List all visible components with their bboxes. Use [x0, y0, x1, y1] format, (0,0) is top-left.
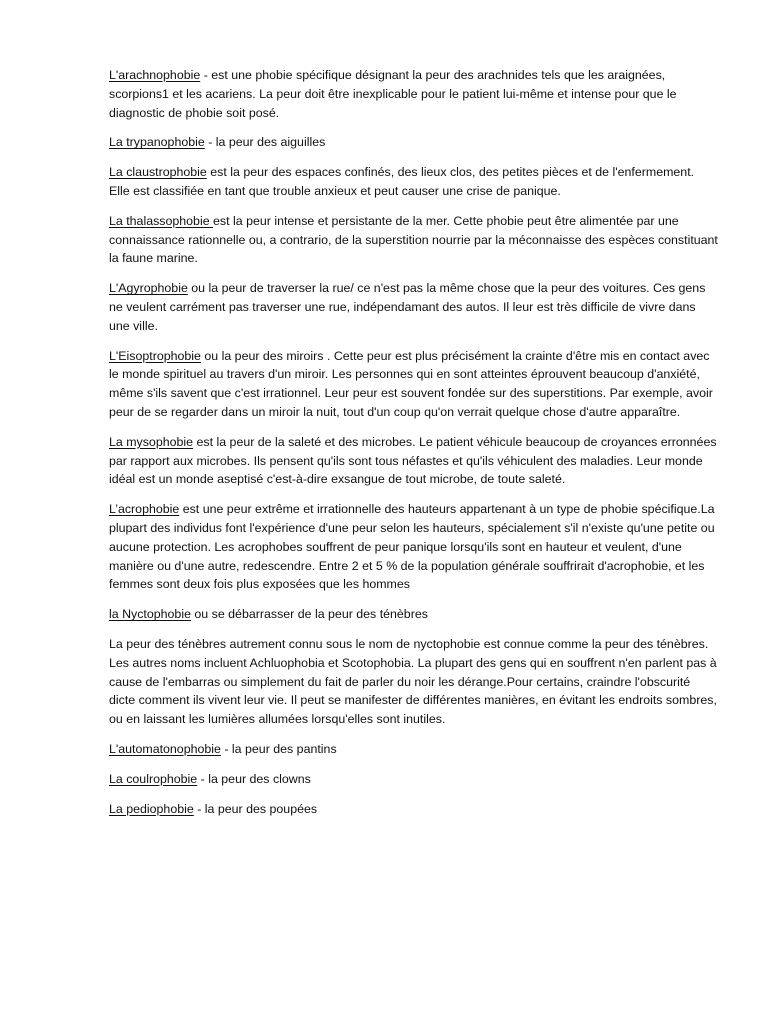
term-heading: La pediophobie: [109, 801, 194, 816]
term-heading: La trypanophobie: [109, 135, 205, 150]
paragraph-coulrophobie: [109, 770, 718, 789]
paragraph-nyctophobie-heading: [109, 605, 718, 624]
paragraph-text: ou la peur de traverser la rue/ ce n'est pas la même chose que la peur des voitures. Ces gens ne veulent carrément pas traverser une rue, indépendamant des autos. Il leur est très difficile de vivre dans une ville.: [109, 281, 706, 333]
term-heading: La claustrophobie: [109, 165, 207, 180]
paragraph-claustrophobie: [109, 163, 718, 201]
paragraph-text: - la peur des clowns: [197, 771, 311, 786]
term-heading: La mysophobie: [109, 434, 194, 449]
paragraph-text: ou se débarrasser de la peur des ténèbres: [190, 607, 428, 622]
paragraph-text: est la peur des espaces confinés, des lieux clos, des petites pièces et de l'enfermement. Elle est classifiée en tant que trouble anxieux et peut causer une crise de panique.: [109, 165, 695, 198]
term-heading: L'Eisoptrophobie: [109, 348, 201, 363]
paragraph-automatonophobie: [109, 740, 718, 759]
paragraph-text: - la peur des poupées: [193, 801, 318, 816]
paragraph-text: ou la peur des miroirs . Cette peur est plus précisément la crainte d'être mis en contact avec le monde spirituel au travers d'un miroir. Les personnes qui en sont atteintes éprouvent beaucoup d'anxiété, même s'ils savent que c'est irrationnel. Leur peur est souvent fondée sur des superstitions. Par exemple, avoir peur de se regarder dans un miroir la nuit, tout d'un coup qu'on verrait quelque chose d'autre apparaître.: [109, 348, 713, 419]
paragraph-agyrophobie: [109, 279, 718, 335]
paragraph-pediophobie: [109, 800, 718, 819]
paragraph-trypanophobie: [109, 133, 718, 152]
paragraph-text: La peur des ténèbres autrement connu sous le nom de nyctophobie est connue comme la peur des ténèbres. Les autres noms incluent Achluophobia et Scotophobia. La plupart des gens qui en souffrent n'en parlent pas à cause de l'embarras ou simplement du fait de parler du noir les dérange.Pour certains, craindre l'obscurité dicte comment ils vivent leur vie. Il peut se manifester de différentes manières, en évitant les endroits sombres, ou en laissant les lumières allumées lorsqu'elles sont inutiles.: [109, 636, 717, 727]
term-heading: la Nyctophobie: [109, 607, 191, 622]
paragraph-text: est la peur intense et persistante de la mer. Cette phobie peut être alimentée par une connaissance rationnelle ou, a contrario, de la superstition nourrie par la méconnaisse des espèces constituant la faune marine.: [109, 213, 718, 266]
paragraph-mysophobie: [109, 433, 718, 489]
term-heading: La coulrophobie: [109, 771, 198, 786]
term-heading: La thalassophobie: [109, 213, 214, 228]
term-heading: L’acrophobie: [109, 502, 180, 517]
paragraph-text: est la peur de la saleté et des microbes. Le patient véhicule beaucoup de croyances erronnées par rapport aux microbes. Ils pensent qu'ils sont tous néfastes et qu'ils véhiculent des maladies. Leur monde idéal est un monde aseptisé c'est-à-dire exsangue de tout microbe, de toute saleté.: [109, 434, 717, 487]
paragraph-nyctophobie-body: [109, 635, 718, 729]
term-heading: L'Agyrophobie: [109, 281, 188, 296]
paragraph-thalassophobie: [109, 212, 718, 268]
paragraph-arachnophobie: [109, 66, 718, 122]
paragraph-eisoptrophobie: [109, 347, 718, 422]
paragraph-acrophobie: [109, 500, 718, 594]
paragraph-text: - la peur des aiguilles: [204, 135, 326, 150]
paragraph-text: est une peur extrême et irrationnelle des hauteurs appartenant à un type de phobie spécifique.La plupart des individus font l'expérience d'une peur selon les hauteurs, spécialement s'il n'existe qu'une petite ou aucune protection. Les acrophobes souffrent de peur panique lorsqu'ils sont en hauteur et veulent, d'une manière ou d'une autre, redescendre. Entre 2 et 5 % de la population générale souffrirait d'acrophobie, et les femmes sont deux fois plus exposées que les hommes: [109, 502, 715, 592]
paragraph-text: - la peur des pantins: [220, 741, 337, 756]
term-heading: L'automatonophobie: [109, 741, 221, 756]
paragraph-text: - est une phobie spécifique désignant la peur des arachnides tels que les araignées, scorpions1 et les acariens. La peur doit être inexplicable pour le patient lui-même et intense pour que le diagnostic de phobie soit posé.: [109, 68, 677, 120]
term-heading: L'arachnophobie: [109, 68, 201, 82]
